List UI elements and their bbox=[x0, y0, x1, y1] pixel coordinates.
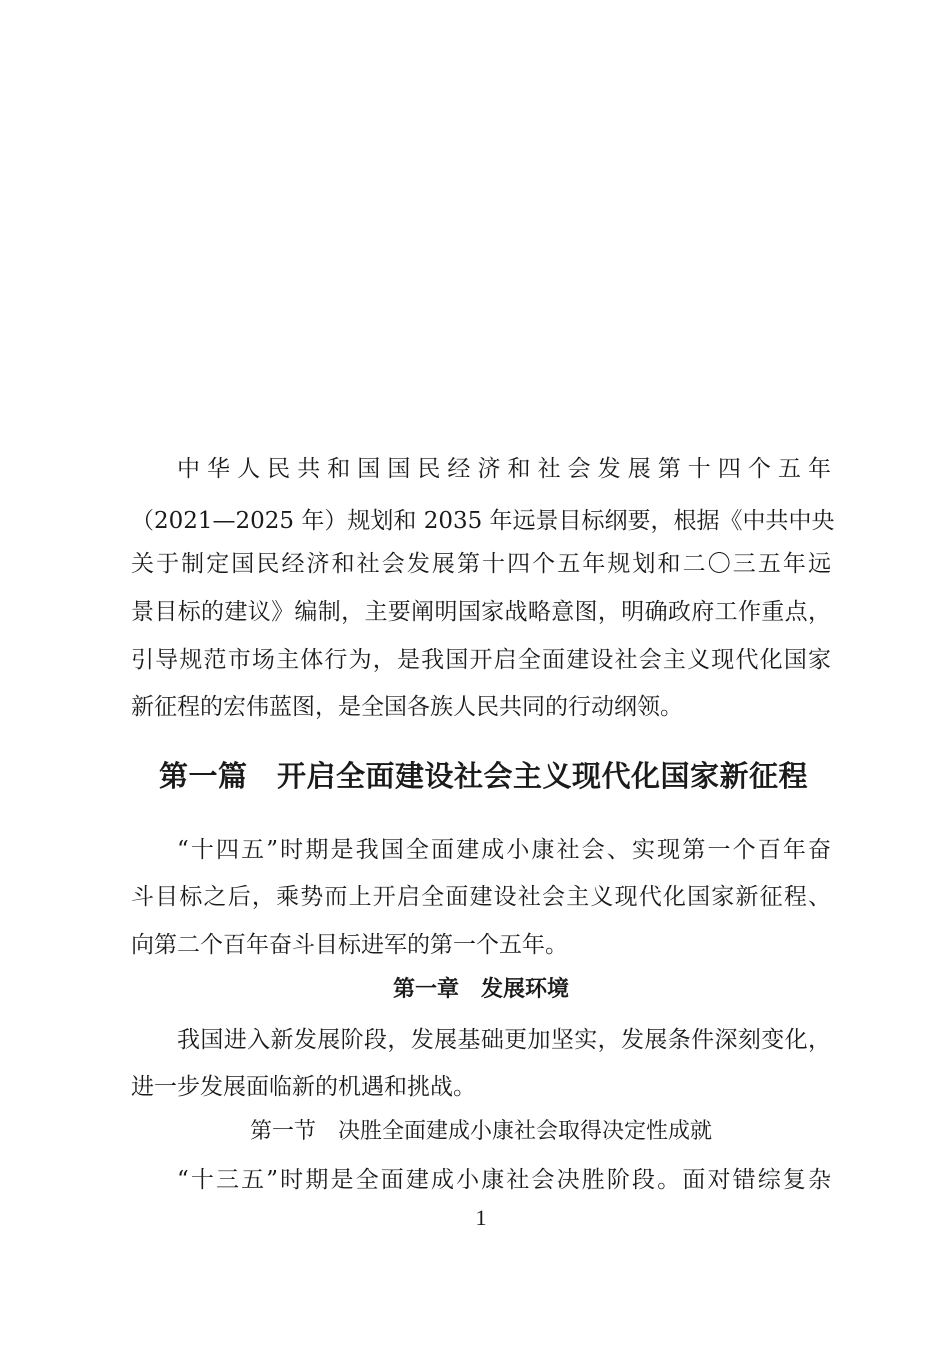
part-title: 第一篇 开启全面建设社会主义现代化国家新征程 bbox=[159, 759, 809, 793]
part-intro-line-2: 斗目标之后，乘势而上开启全面建设社会主义现代化国家新征程、 bbox=[131, 884, 831, 910]
preface-line-5: 引导规范市场主体行为，是我国开启全面建设社会主义现代化国家 bbox=[131, 647, 831, 673]
preface-line-4: 景目标的建议》编制，主要阐明国家战略意图，明确政府工作重点， bbox=[131, 599, 831, 625]
chapter-intro-line-2: 进一步发展面临新的机遇和挑战。 bbox=[131, 1074, 476, 1100]
section-text-line-1: “十三五”时期是全面建成小康社会决胜阶段。面对错综复杂 bbox=[177, 1167, 831, 1193]
preface-line-6: 新征程的宏伟蓝图，是全国各族人民共同的行动纲领。 bbox=[131, 694, 683, 720]
chapter-intro-line-1: 我国进入新发展阶段，发展基础更加坚实，发展条件深刻变化， bbox=[177, 1027, 831, 1053]
chapter-title: 第一章 发展环境 bbox=[392, 977, 569, 1002]
section-title: 第一节 决胜全面建成小康社会取得决定性成就 bbox=[249, 1119, 712, 1144]
page-number: 1 bbox=[475, 1205, 487, 1230]
preface-line-2: （2021—2025 年）规划和 2035 年远景目标纲要，根据《中共中央 bbox=[131, 508, 835, 534]
part-intro-line-3: 向第二个百年奋斗目标进军的第一个五年。 bbox=[131, 932, 568, 958]
part-intro-line-1: “十四五”时期是我国全面建成小康社会、实现第一个百年奋 bbox=[177, 837, 831, 863]
preface-line-3: 关于制定国民经济和社会发展第十四个五年规划和二〇三五年远 bbox=[131, 551, 831, 577]
preface-line-1: 中华人民共和国国民经济和社会发展第十四个五年 bbox=[177, 456, 831, 482]
